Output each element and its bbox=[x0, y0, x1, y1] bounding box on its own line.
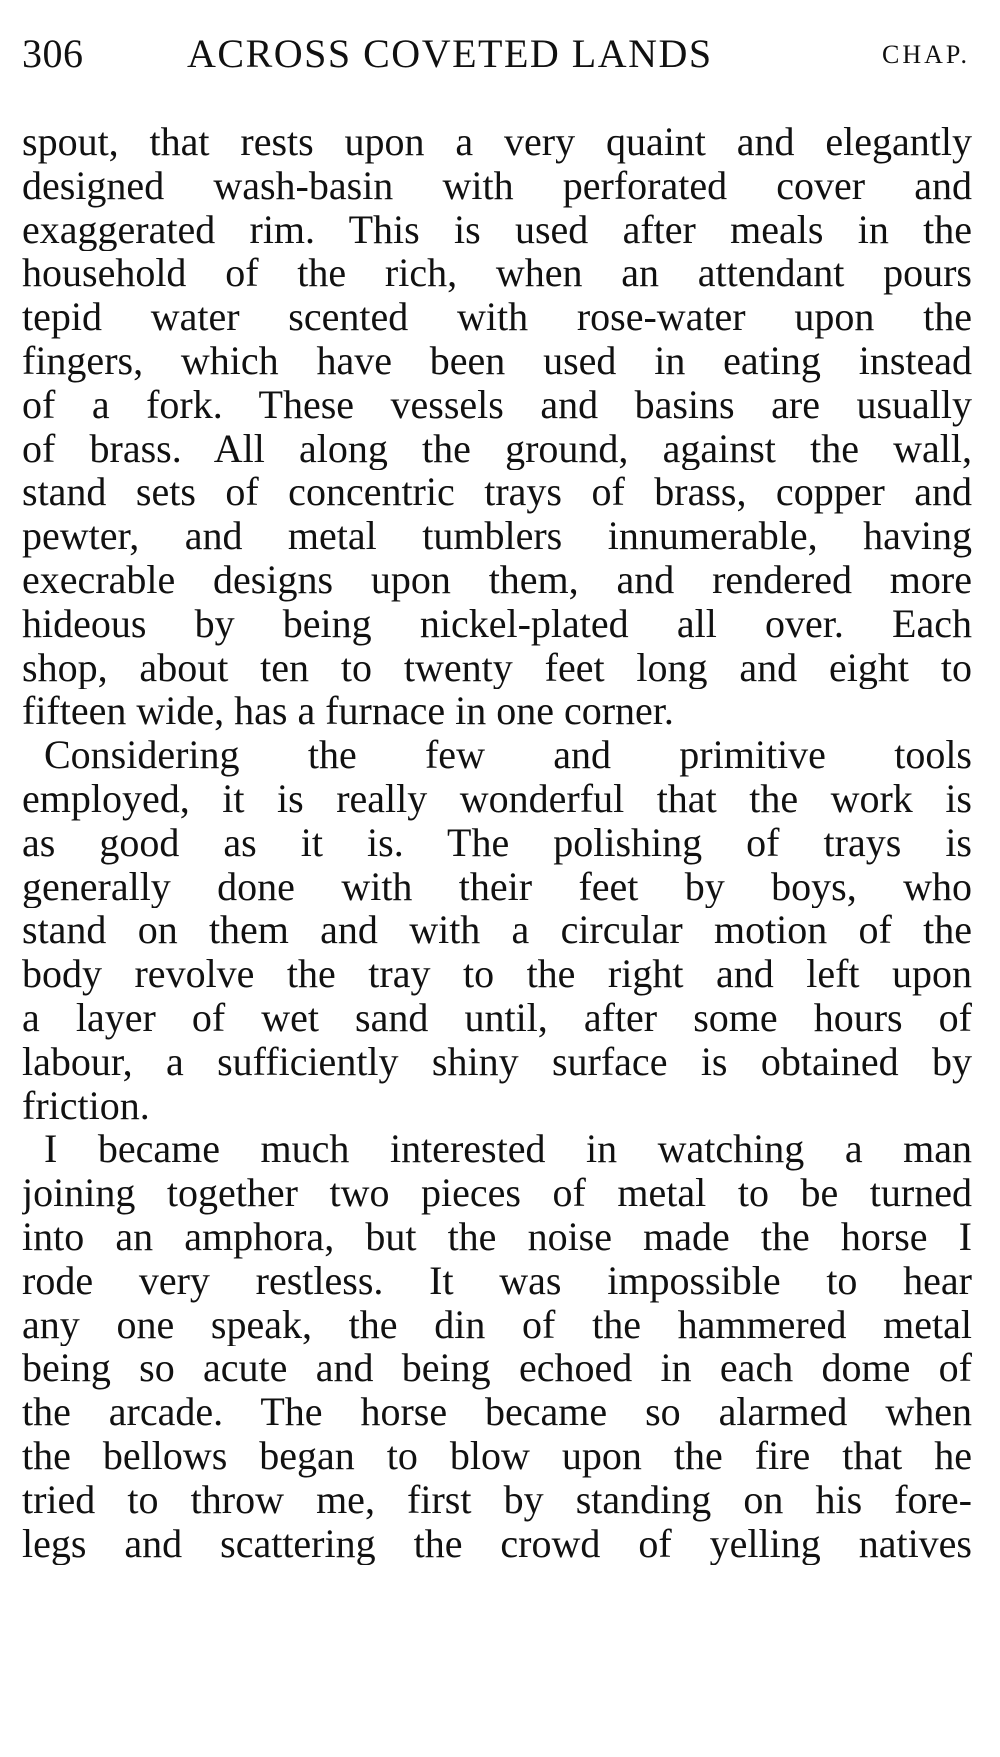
text-line: joining together two pieces of metal to be turned bbox=[22, 1171, 972, 1215]
text-line: the arcade. The horse became so alarmed when bbox=[22, 1390, 972, 1434]
text-line: designed wash-basin with perforated cover and bbox=[22, 163, 972, 208]
text-line: friction. bbox=[22, 1083, 150, 1128]
text-line: of brass. All along the ground, against the wall, bbox=[22, 426, 972, 471]
running-head bbox=[22, 26, 970, 86]
chapter-label: CHAP. bbox=[882, 40, 970, 69]
text-line: being so acute and being echoed in each dome of bbox=[22, 1346, 972, 1391]
text-line: exaggerated rim. This is used after meals in the bbox=[22, 207, 972, 252]
text-line: spout, that rests upon a very quaint and elegantly bbox=[22, 120, 972, 164]
text-line: employed, it is really wonderful that the work is bbox=[22, 776, 972, 821]
text-line: as good as it is. The polishing of trays is bbox=[22, 820, 972, 865]
text-line: stand on them and with a circular motion of the bbox=[22, 908, 972, 953]
text-line: stand sets of concentric trays of brass, copper and bbox=[22, 470, 972, 515]
text-line: body revolve the tray to the right and left upon bbox=[22, 952, 972, 996]
text-line: tried to throw me, first by standing on his fore- bbox=[22, 1477, 972, 1522]
text-line: shop, about ten to twenty feet long and eight to bbox=[22, 645, 972, 690]
text-line: I became much interested in watching a man bbox=[44, 1127, 972, 1172]
text-line: rode very restless. It was impossible to hear bbox=[22, 1258, 972, 1303]
text-line: labour, a sufficiently shiny surface is obtained by bbox=[22, 1039, 972, 1084]
text-line: of a fork. These vessels and basins are usually bbox=[22, 382, 972, 427]
body-text bbox=[22, 120, 972, 1565]
text-line: hideous by being nickel-plated all over. Each bbox=[22, 601, 972, 646]
book-title: ACROSS COVETED LANDS bbox=[187, 31, 713, 76]
text-line: legs and scattering the crowd of yelling natives bbox=[22, 1521, 972, 1566]
text-line: tepid water scented with rose-water upon the bbox=[22, 295, 972, 339]
text-line: generally done with their feet by boys, who bbox=[22, 864, 972, 909]
page-number: 306 bbox=[22, 31, 84, 76]
text-line: into an amphora, but the noise made the horse I bbox=[22, 1214, 972, 1259]
text-line: execrable designs upon them, and rendered more bbox=[22, 557, 972, 602]
text-line: fifteen wide, has a furnace in one corner. bbox=[22, 689, 674, 734]
text-line: Considering the few and primitive tools bbox=[44, 733, 972, 777]
text-line: household of the rich, when an attendant pours bbox=[22, 251, 972, 296]
text-line: fingers, which have been used in eating instead bbox=[22, 338, 972, 383]
text-line: a layer of wet sand until, after some hours of bbox=[22, 995, 972, 1040]
text-line: any one speak, the din of the hammered metal bbox=[22, 1302, 972, 1347]
text-line: the bellows began to blow upon the fire that he bbox=[22, 1433, 972, 1478]
text-line: pewter, and metal tumblers innumerable, having bbox=[22, 514, 972, 558]
